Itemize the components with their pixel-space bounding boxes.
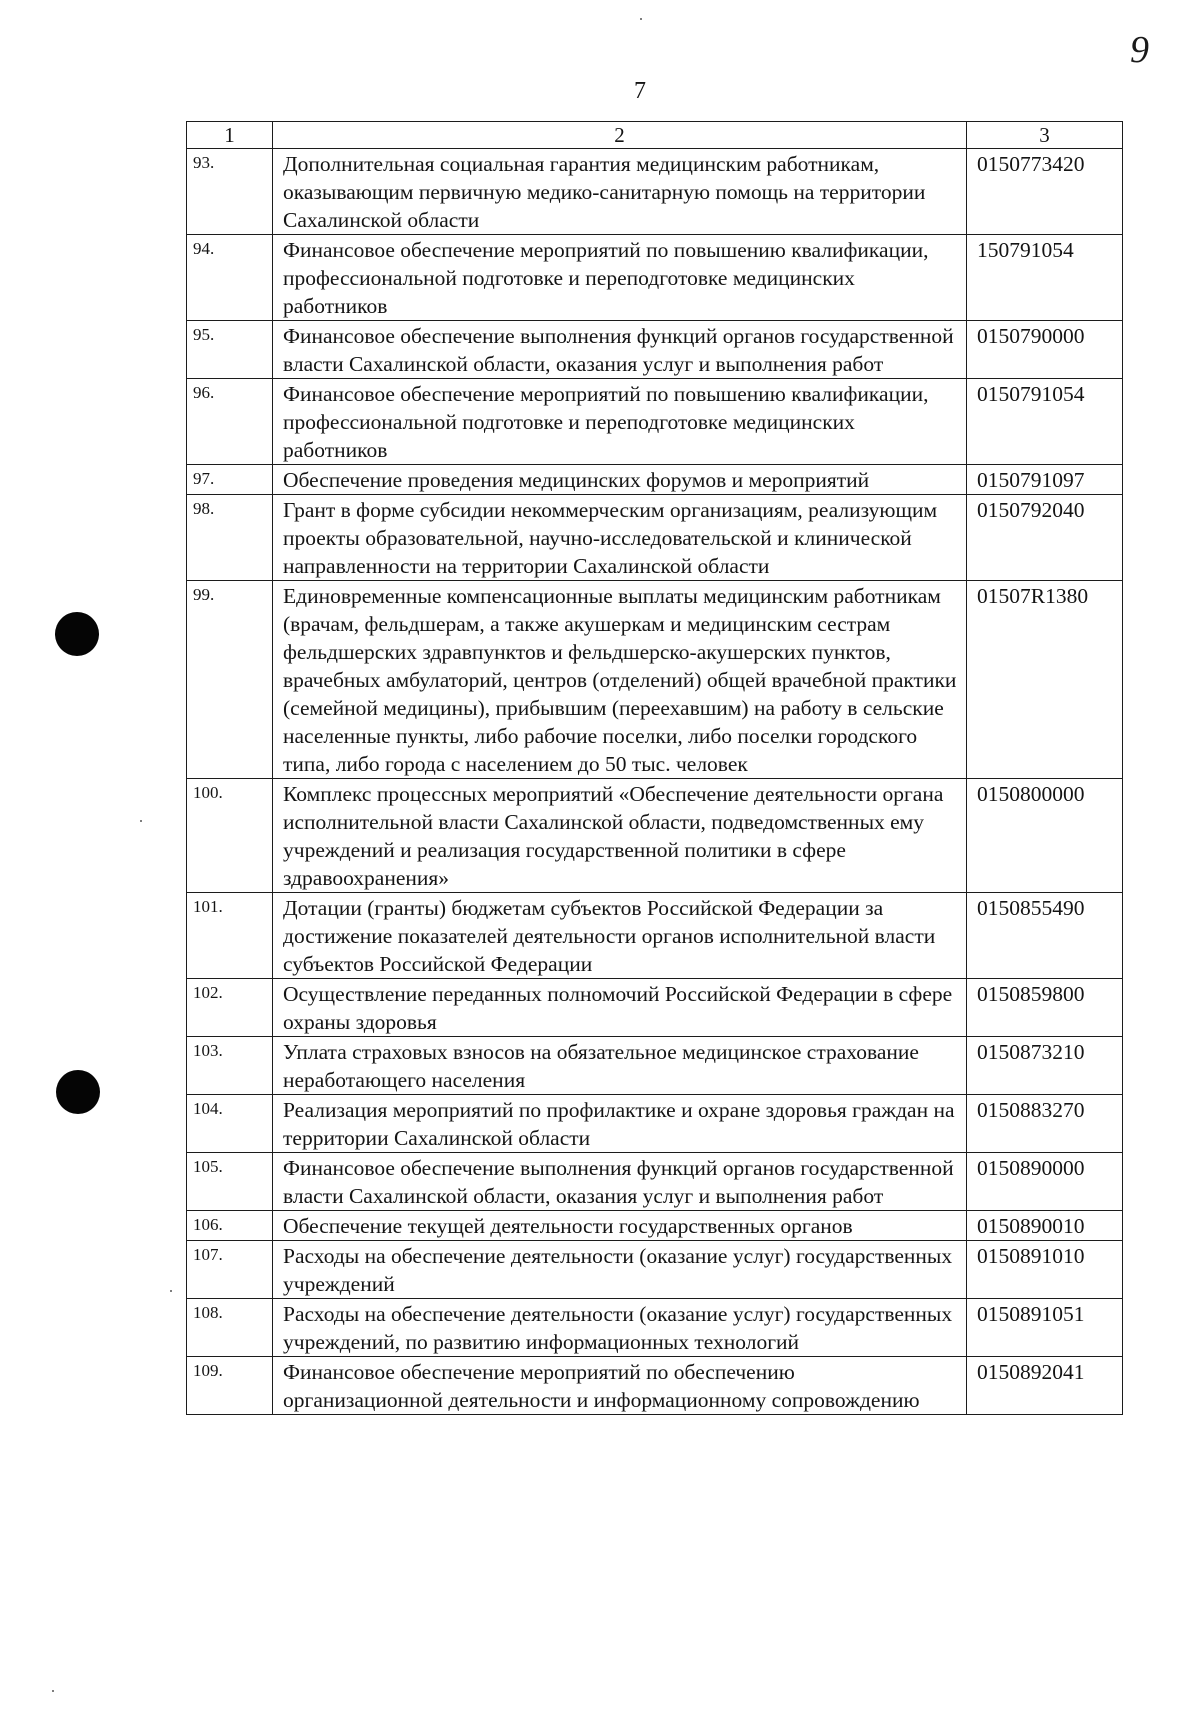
row-description: Комплекс процессных мероприятий «Обеспечение деятельности органа исполнительной власти Сахалинской области, подведомственных ему учреждений и реализация государственной политики в сфере здравоохранения» <box>273 779 967 893</box>
row-number: 99. <box>187 581 273 779</box>
table-row <box>187 1211 1123 1241</box>
table-row <box>187 321 1123 379</box>
row-code: 150791054 <box>967 235 1123 321</box>
row-description: Обеспечение текущей деятельности государственных органов <box>273 1211 967 1241</box>
handwritten-page-mark: 9 <box>1130 29 1149 71</box>
row-code: 0150891010 <box>967 1241 1123 1299</box>
row-code: 0150800000 <box>967 779 1123 893</box>
row-code: 0150883270 <box>967 1095 1123 1153</box>
scan-speck <box>170 1290 172 1292</box>
row-code: 0150890010 <box>967 1211 1123 1241</box>
row-code: 0150773420 <box>967 149 1123 235</box>
table-row <box>187 149 1123 235</box>
row-code: 0150790000 <box>967 321 1123 379</box>
row-description: Осуществление переданных полномочий Российской Федерации в сфере охраны здоровья <box>273 979 967 1037</box>
row-number: 100. <box>187 779 273 893</box>
row-number: 101. <box>187 893 273 979</box>
row-description: Единовременные компенсационные выплаты медицинским работникам (врачам, фельдшерам, а также акушеркам и медицинским сестрам фельдшерских здравпунктов и фельдшерско-акушерских пунктов, врачебных амбулаторий, центров (отделений) общей врачебной практики (семейной медицины), прибывшим (переехавшим) на работу в сельские населенные пункты, либо рабочие поселки, либо поселки городского типа, либо города с населением до 50 тыс. человек <box>273 581 967 779</box>
table-row <box>187 979 1123 1037</box>
table-row <box>187 581 1123 779</box>
row-description: Финансовое обеспечение мероприятий по повышению квалификации, профессиональной подготовке и переподготовке медицинских работников <box>273 379 967 465</box>
table-row <box>187 379 1123 465</box>
table-header-row <box>187 122 1123 149</box>
punch-hole-bottom <box>56 1070 100 1114</box>
table-row <box>187 779 1123 893</box>
column-header-2: 2 <box>273 122 967 149</box>
scan-speck <box>640 18 642 20</box>
row-code: 0150791054 <box>967 379 1123 465</box>
column-header-1: 1 <box>187 122 273 149</box>
row-number: 107. <box>187 1241 273 1299</box>
row-number: 94. <box>187 235 273 321</box>
table-row <box>187 465 1123 495</box>
scan-speck <box>140 820 142 822</box>
row-number: 95. <box>187 321 273 379</box>
row-description: Финансовое обеспечение мероприятий по повышению квалификации, профессиональной подготовке и переподготовке медицинских работников <box>273 235 967 321</box>
row-number: 96. <box>187 379 273 465</box>
page-number: 7 <box>634 78 646 104</box>
table-row <box>187 1095 1123 1153</box>
table-row <box>187 1241 1123 1299</box>
row-number: 103. <box>187 1037 273 1095</box>
row-description: Грант в форме субсидии некоммерческим организациям, реализующим проекты образовательной, научно-исследовательской и клинической направленности на территории Сахалинской области <box>273 495 967 581</box>
row-code: 0150792040 <box>967 495 1123 581</box>
row-description: Обеспечение проведения медицинских форумов и мероприятий <box>273 465 967 495</box>
table-row <box>187 1153 1123 1211</box>
row-number: 97. <box>187 465 273 495</box>
row-description: Расходы на обеспечение деятельности (оказание услуг) государственных учреждений <box>273 1241 967 1299</box>
scan-speck <box>52 1690 54 1692</box>
row-number: 109. <box>187 1357 273 1415</box>
row-number: 108. <box>187 1299 273 1357</box>
table-row <box>187 1037 1123 1095</box>
table-row <box>187 1299 1123 1357</box>
row-code: 0150873210 <box>967 1037 1123 1095</box>
row-code: 0150859800 <box>967 979 1123 1037</box>
row-code: 0150891051 <box>967 1299 1123 1357</box>
row-number: 93. <box>187 149 273 235</box>
budget-classification-table <box>186 121 1123 1415</box>
row-description: Финансовое обеспечение мероприятий по обеспечению организационной деятельности и информационному сопровождению <box>273 1357 967 1415</box>
row-description: Уплата страховых взносов на обязательное медицинское страхование неработающего населения <box>273 1037 967 1095</box>
row-number: 98. <box>187 495 273 581</box>
row-description: Финансовое обеспечение выполнения функций органов государственной власти Сахалинской области, оказания услуг и выполнения работ <box>273 321 967 379</box>
row-number: 105. <box>187 1153 273 1211</box>
table-row <box>187 495 1123 581</box>
column-header-3: 3 <box>967 122 1123 149</box>
row-number: 102. <box>187 979 273 1037</box>
row-number: 106. <box>187 1211 273 1241</box>
row-description: Дотации (гранты) бюджетам субъектов Российской Федерации за достижение показателей деятельности органов исполнительной власти субъектов Российской Федерации <box>273 893 967 979</box>
table-row <box>187 893 1123 979</box>
row-code: 01507R1380 <box>967 581 1123 779</box>
table-row <box>187 1357 1123 1415</box>
row-code: 0150892041 <box>967 1357 1123 1415</box>
row-description: Дополнительная социальная гарантия медицинским работникам, оказывающим первичную медико-санитарную помощь на территории Сахалинской области <box>273 149 967 235</box>
row-description: Расходы на обеспечение деятельности (оказание услуг) государственных учреждений, по развитию информационных технологий <box>273 1299 967 1357</box>
punch-hole-top <box>55 612 99 656</box>
row-code: 0150855490 <box>967 893 1123 979</box>
row-code: 0150890000 <box>967 1153 1123 1211</box>
row-code: 0150791097 <box>967 465 1123 495</box>
row-number: 104. <box>187 1095 273 1153</box>
row-description: Реализация мероприятий по профилактике и охране здоровья граждан на территории Сахалинской области <box>273 1095 967 1153</box>
row-description: Финансовое обеспечение выполнения функций органов государственной власти Сахалинской области, оказания услуг и выполнения работ <box>273 1153 967 1211</box>
table-row <box>187 235 1123 321</box>
